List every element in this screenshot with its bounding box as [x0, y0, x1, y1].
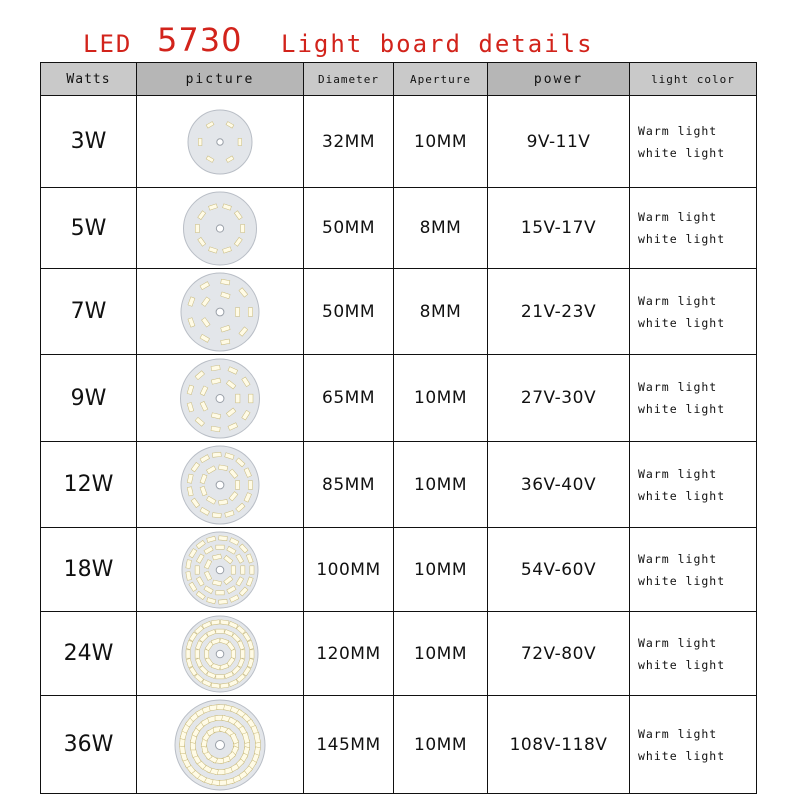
board-center-hole — [216, 650, 224, 658]
led-chip — [211, 426, 220, 432]
power-cell: 54V-60V — [488, 528, 630, 612]
white-light-label: white light — [638, 657, 726, 672]
board-picture-cell — [137, 696, 304, 794]
board-center-hole — [216, 224, 223, 231]
light-color-cell — [630, 355, 757, 442]
watts-cell: 3W — [41, 96, 137, 188]
watts-cell: 9W — [41, 355, 137, 442]
table-row — [41, 96, 757, 188]
light-color-cell — [630, 696, 757, 794]
warm-light-label: Warm light — [638, 726, 718, 741]
led-board-image — [140, 614, 300, 694]
led-chip — [250, 565, 254, 573]
table-row — [41, 696, 757, 794]
led-chip — [248, 307, 252, 316]
header-watts: Watts — [41, 63, 137, 96]
led-chip — [216, 674, 224, 678]
power-cell: 27V-30V — [488, 355, 630, 442]
led-chip — [220, 619, 229, 624]
warm-light-label: Warm light — [638, 210, 718, 224]
diameter-cell: 50MM — [304, 269, 394, 355]
led-chip — [211, 682, 220, 687]
title-model: 5730 — [157, 21, 243, 59]
board-picture-cell — [137, 188, 304, 269]
warm-light-label: Warm light — [638, 551, 718, 566]
watts-cell: 12W — [41, 442, 137, 528]
board-center-hole — [216, 394, 224, 402]
watts-cell: 24W — [41, 612, 137, 696]
power-cell: 21V-23V — [488, 269, 630, 355]
led-chip — [236, 394, 240, 403]
led-board-image — [140, 530, 300, 610]
led-chip — [212, 452, 221, 457]
led-board-image — [140, 271, 300, 353]
led-chip — [241, 565, 245, 573]
table-row — [41, 528, 757, 612]
white-light-label: white light — [638, 402, 726, 416]
header-row — [41, 63, 757, 96]
aperture-cell: 10MM — [394, 96, 488, 188]
board-center-hole — [216, 308, 224, 316]
aperture-cell: 10MM — [394, 696, 488, 794]
led-chip — [186, 649, 190, 657]
diameter-cell: 85MM — [304, 442, 394, 528]
board-picture-cell — [137, 269, 304, 355]
led-chip — [249, 394, 253, 403]
title-rest: Light board details — [281, 30, 594, 58]
white-light-label: white light — [638, 315, 726, 330]
warm-light-label: Warm light — [638, 635, 718, 650]
led-board-image — [140, 698, 300, 792]
led-chip — [220, 682, 229, 687]
diameter-cell: 50MM — [304, 188, 394, 269]
warm-light-label: Warm light — [638, 293, 718, 308]
led-chip — [195, 565, 199, 573]
led-chip — [211, 619, 220, 624]
led-chip — [195, 649, 199, 657]
white-light-label: white light — [638, 232, 726, 246]
diameter-cell: 145MM — [304, 696, 394, 794]
watts-cell: 5W — [41, 188, 137, 269]
led-chip — [235, 307, 239, 316]
table-row — [41, 188, 757, 269]
led-chip — [198, 138, 202, 145]
led-chip — [241, 649, 245, 657]
board-picture-cell — [137, 528, 304, 612]
board-picture-cell — [137, 355, 304, 442]
white-light-label: white light — [638, 145, 726, 160]
diameter-cell: 32MM — [304, 96, 394, 188]
aperture-cell: 10MM — [394, 528, 488, 612]
led-chip — [212, 512, 221, 517]
aperture-cell: 10MM — [394, 612, 488, 696]
table-row — [41, 442, 757, 528]
table-row — [41, 612, 757, 696]
led-board-image — [140, 357, 300, 440]
light-color-cell — [630, 528, 757, 612]
board-picture-cell — [137, 612, 304, 696]
aperture-cell: 8MM — [394, 269, 488, 355]
power-cell: 9V-11V — [488, 96, 630, 188]
led-chip — [231, 649, 235, 657]
led-chip — [195, 224, 199, 232]
led-chip — [241, 224, 245, 232]
diameter-cell: 120MM — [304, 612, 394, 696]
led-board-image — [140, 98, 300, 186]
header-power: power — [488, 63, 630, 96]
power-cell: 72V-80V — [488, 612, 630, 696]
aperture-cell: 8MM — [394, 188, 488, 269]
watts-cell: 18W — [41, 528, 137, 612]
aperture-cell: 10MM — [394, 442, 488, 528]
header-diameter: Diameter — [304, 63, 394, 96]
light-color-cell — [630, 188, 757, 269]
white-light-label: white light — [638, 488, 726, 503]
led-chip — [219, 535, 228, 540]
spec-table — [40, 62, 757, 794]
led-chip — [248, 480, 252, 489]
warm-light-label: Warm light — [638, 380, 718, 394]
led-board-image — [140, 444, 300, 526]
warm-light-label: Warm light — [638, 466, 718, 481]
power-cell: 36V-40V — [488, 442, 630, 528]
led-board-image — [140, 190, 300, 267]
board-center-hole — [216, 481, 224, 489]
diameter-cell: 65MM — [304, 355, 394, 442]
led-chip — [235, 480, 239, 489]
led-chip — [216, 590, 224, 594]
watts-cell: 36W — [41, 696, 137, 794]
board-center-hole — [217, 138, 223, 144]
watts-cell: 7W — [41, 269, 137, 355]
light-color-cell — [630, 96, 757, 188]
power-cell: 108V-118V — [488, 696, 630, 794]
led-chip — [211, 365, 220, 371]
light-color-cell — [630, 442, 757, 528]
light-color-cell — [630, 612, 757, 696]
board-center-hole — [216, 740, 225, 749]
led-chip — [231, 565, 235, 573]
board-picture-cell — [137, 442, 304, 528]
white-light-label: white light — [638, 748, 726, 763]
white-light-label: white light — [638, 573, 726, 588]
aperture-cell: 10MM — [394, 355, 488, 442]
light-color-cell — [630, 269, 757, 355]
led-chip — [238, 138, 242, 145]
table-row — [41, 355, 757, 442]
led-chip — [250, 649, 254, 657]
led-chip — [219, 599, 228, 604]
page-title — [0, 18, 800, 62]
board-picture-cell — [137, 96, 304, 188]
led-chip — [216, 629, 224, 633]
led-chip — [216, 545, 224, 549]
table-row — [41, 269, 757, 355]
board-center-hole — [216, 566, 224, 574]
led-chip — [205, 649, 209, 657]
power-cell: 15V-17V — [488, 188, 630, 269]
title-prefix: LED — [83, 30, 133, 58]
warm-light-label: Warm light — [638, 123, 718, 138]
header-picture: picture — [137, 63, 304, 96]
header-light-color: light color — [630, 63, 757, 96]
diameter-cell: 100MM — [304, 528, 394, 612]
header-aperture: Aperture — [394, 63, 488, 96]
